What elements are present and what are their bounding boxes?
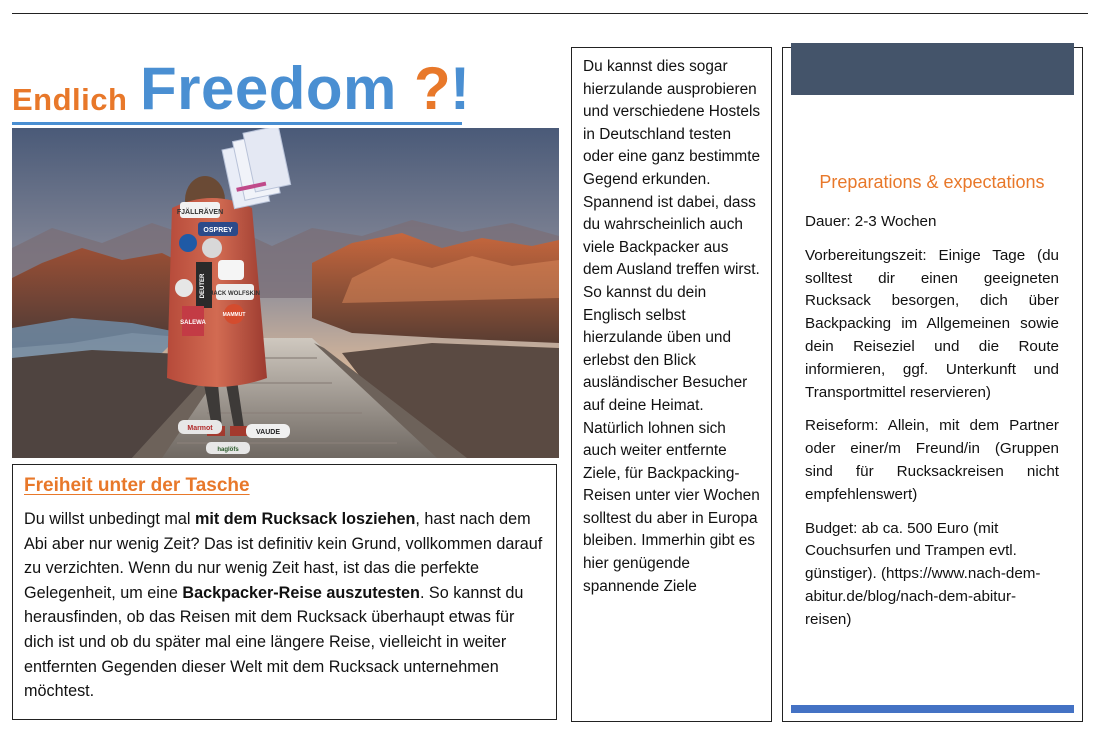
freiheit-bold-2: Backpacker-Reise auszutesten: [182, 583, 420, 602]
freiheit-text-2: , hast nach dem Abi aber nur wenig Zeit? Das ist definitiv kein Grund, vollkommen darauf zu verzichten. Wenn du nur wenig Zeit hast, ist das die perfekte Gelegenheit, um eine: [24, 510, 543, 602]
backpacker-photo: [12, 128, 559, 458]
patch-3: DEUTER: [200, 273, 206, 299]
patch-7: Marmot: [187, 425, 213, 432]
freiheit-heading: Freiheit unter der Tasche: [24, 475, 250, 496]
freiheit-text-3: . So kannst du herausfinden, ob das Reisen mit dem Rucksack überhaupt etwas für dich ist und ob du später mal eine längere Reise, vielleicht in weiter entfernten Gegenden dieser Welt mit dem Rucksack unternehmen möchtest.: [24, 583, 524, 701]
budget-text: Budget: ab ca. 500 Euro (mit Couchsurfen und Trampen evtl. günstiger). (https://www.nach-dem-abitur.de/blog/nach-dem-abitur-reisen): [805, 519, 1041, 628]
preparations-section: [805, 172, 1059, 643]
reiseform-text: Reiseform: Allein, mit dem Partner oder einer/m Freund/in (Gruppen sind für Rucksackreisen nicht empfehlenswert): [805, 417, 1059, 503]
dauer-text: Dauer: 2-3 Wochen: [805, 213, 937, 230]
title-word-freedom: Freedom: [140, 55, 397, 122]
freiheit-text-1: Du willst unbedingt mal: [24, 510, 195, 528]
top-rule: [12, 13, 1088, 14]
patch-4: JACK WOLFSKIN: [210, 291, 260, 297]
title-question-mark: ?: [414, 55, 451, 122]
right-header-band: [791, 43, 1074, 95]
page-title: [12, 52, 472, 128]
title-exclamation-mark: !: [450, 55, 470, 122]
preparations-heading: Preparations & expectations: [819, 172, 1045, 192]
patch-1: FJÄLLRÄVEN: [176, 209, 224, 216]
freiheit-box: [12, 464, 557, 720]
title-underline: [12, 122, 462, 125]
vorbereitung-text: Vorbereitungszeit: Einige Tage (du solltest dir einen geeigneten Rucksack besorgen, dich über Backpacking im Allgemeinen sowie dein Reiseziel und die Route informieren, ggf. Unterkunft und Transportmittel reservieren): [805, 246, 1059, 401]
middle-paragraph: Du kannst dies sogar hierzulande ausprobieren und verschiedene Hostels in Deutschland testen oder eine ganz bestimmte Gegend erkunden. Spannend ist dabei, dass du wahrscheinlich auch viele Backpacker aus dem Ausland treffen wirst. So kannst du dein Englisch selbst hierzulande üben und erlebst den Blick ausländischer Besucher auf deine Heimat. Natürlich lohnen sich auch weiter entfernte Ziele, für Backpacking-Reisen unter vier Wochen solltest du aber in Europa bleiben. Immerhin gibt es hier genügende spannende Ziele: [583, 58, 761, 595]
middle-column-box: [571, 47, 772, 722]
patch-9: haglöfs: [217, 447, 239, 453]
patch-2: OSPREY: [203, 227, 233, 234]
patch-6: MAMMUT: [222, 312, 246, 318]
patch-8: VAUDE: [256, 429, 280, 436]
right-bottom-bar: [791, 705, 1074, 713]
title-word-endlich: Endlich: [12, 82, 128, 117]
freiheit-paragraph: [24, 507, 545, 704]
patch-5: SALEWA: [180, 320, 206, 326]
freiheit-bold-1: mit dem Rucksack losziehen: [194, 510, 416, 528]
